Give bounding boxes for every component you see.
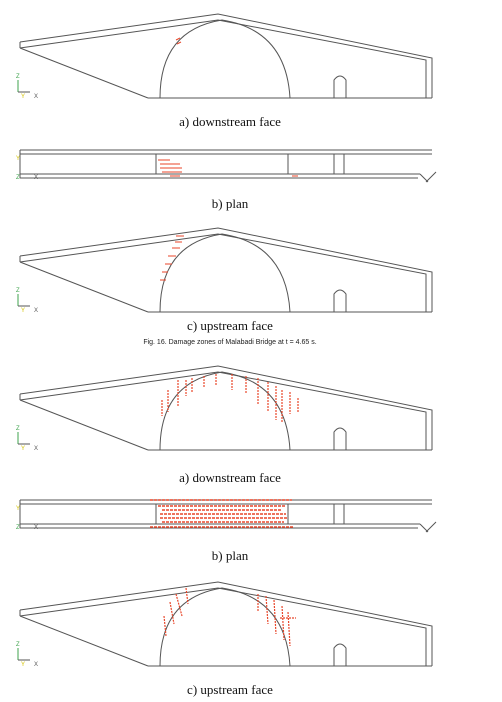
fig16-plan-panel — [10, 146, 440, 186]
fig17-downstream-panel — [10, 360, 440, 464]
axis-z-label: Z — [16, 74, 20, 80]
axis-x-label: X — [34, 308, 39, 314]
axis-x-label: X — [34, 446, 39, 452]
bridge-elevation-outline — [20, 14, 432, 98]
axis-z-label: Z — [16, 426, 20, 432]
damage-markers — [164, 588, 296, 646]
fig17-caption-b: b) plan — [211, 548, 249, 563]
axis-z-label: Z — [16, 642, 20, 648]
fig17-plan-panel — [10, 496, 440, 536]
fig17-plan-drawing — [10, 496, 440, 536]
axis-y-label: Y — [21, 662, 26, 668]
fig17-upstream-panel — [10, 576, 440, 680]
axis-y-label: Y — [21, 308, 26, 314]
axis-x-label: X — [34, 662, 39, 668]
axis-x-label: X — [34, 94, 39, 100]
axis-triad — [16, 74, 38, 100]
fig16-upstream-panel — [10, 222, 440, 326]
fig16-downstream-panel — [10, 8, 440, 112]
axis-z-label: Z — [16, 525, 20, 531]
axis-triad — [16, 426, 38, 452]
fig16-plan-drawing — [10, 146, 440, 186]
fig16-upstream-drawing — [10, 222, 440, 326]
fig16-downstream-drawing — [10, 8, 440, 112]
axis-z-label: Z — [16, 288, 20, 294]
axis-triad — [16, 156, 38, 181]
axis-x-label: X — [34, 525, 39, 531]
fig17-downstream-drawing — [10, 360, 440, 464]
fig16-figure-caption: Fig. 16. Damage zones of Malabadi Bridge at t = 4.65 s. — [143, 339, 317, 346]
fig16-caption-b: b) plan — [211, 196, 249, 211]
fig17-caption-a: a) downstream face — [179, 470, 281, 485]
axis-x-label: X — [34, 175, 39, 181]
fig16-caption-c: c) upstream face — [187, 318, 273, 333]
axis-y-label: Y — [16, 506, 21, 512]
axis-y-label: Y — [21, 94, 26, 100]
axis-z-label: Z — [16, 175, 20, 181]
axis-triad — [16, 642, 38, 668]
axis-triad — [16, 506, 38, 531]
axis-triad — [16, 288, 38, 314]
damage-markers — [162, 374, 298, 422]
fig16-caption-a: a) downstream face — [179, 114, 281, 129]
fig17-caption-c: c) upstream face — [187, 682, 273, 697]
damage-markers — [160, 236, 184, 280]
axis-y-label: Y — [16, 156, 21, 162]
fig17-upstream-drawing — [10, 576, 440, 680]
axis-y-label: Y — [21, 446, 26, 452]
